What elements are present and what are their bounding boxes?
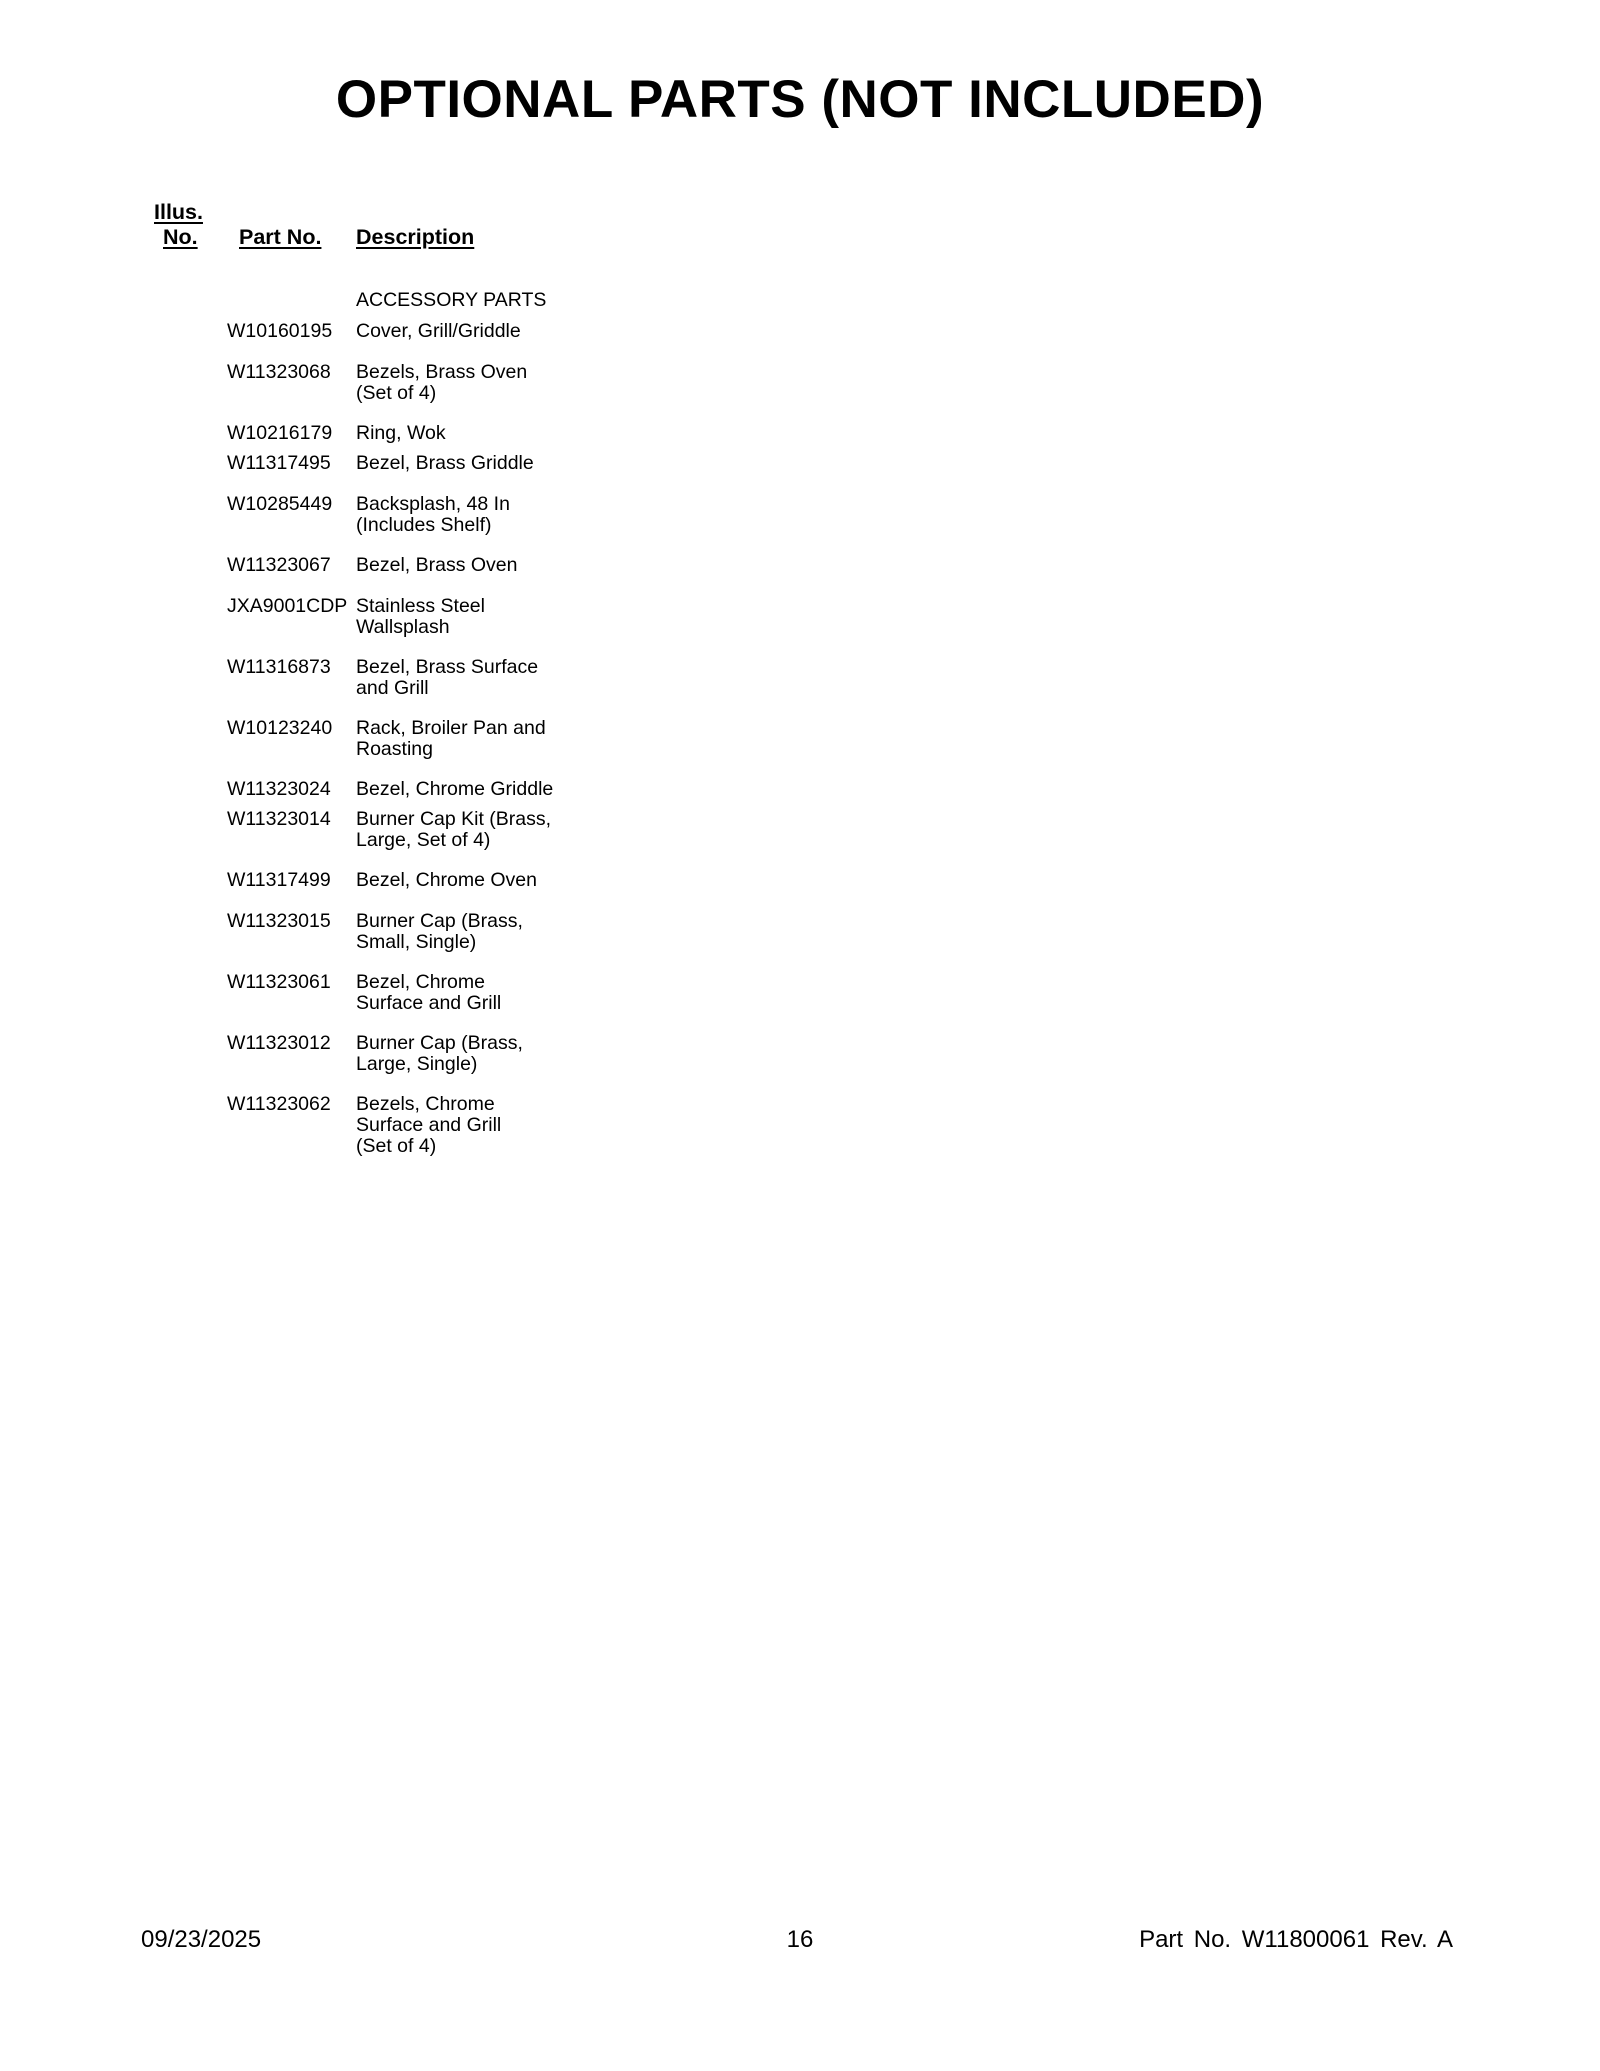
part-description: Bezel, Brass Surface and Grill [356, 656, 539, 699]
part-number: W11323062 [227, 1093, 331, 1115]
part-description: Bezels, Brass Oven (Set of 4) [356, 361, 528, 404]
part-description: Burner Cap (Brass, Small, Single) [356, 910, 523, 953]
part-description: Burner Cap (Brass, Large, Single) [356, 1032, 523, 1075]
illus-no-header-line2: No. [163, 225, 198, 249]
part-number: W11323067 [227, 554, 331, 576]
part-no-header: Part No. [239, 225, 322, 249]
part-description: Bezel, Brass Griddle [356, 452, 534, 474]
part-number: W11323061 [227, 971, 331, 993]
part-number: W11316873 [227, 656, 331, 678]
part-description: Bezel, Chrome Surface and Grill [356, 971, 502, 1014]
page-title: OPTIONAL PARTS (NOT INCLUDED) [335, 70, 1265, 129]
footer-date: 09/23/2025 [141, 1926, 262, 1953]
section-label: ACCESSORY PARTS [356, 289, 547, 311]
part-number: W11323068 [227, 361, 331, 383]
part-number: W11323012 [227, 1032, 331, 1054]
part-description: Stainless Steel Wallsplash [356, 595, 485, 638]
footer-part-number: Part No. W11800061 Rev. A [1139, 1926, 1453, 1953]
part-description: Bezel, Chrome Oven [356, 869, 537, 891]
part-number: W11317495 [227, 452, 331, 474]
part-number: W11323024 [227, 778, 331, 800]
part-number: W10123240 [227, 717, 333, 739]
part-description: Backsplash, 48 In (Includes Shelf) [356, 493, 510, 536]
illus-no-header-line1: Illus. [154, 200, 203, 224]
part-description: Burner Cap Kit (Brass, Large, Set of 4) [356, 808, 552, 851]
part-description: Cover, Grill/Griddle [356, 320, 521, 342]
part-number: W10216179 [227, 422, 333, 444]
part-description: Bezel, Brass Oven [356, 554, 518, 576]
part-number: W10160195 [227, 320, 333, 342]
footer-page-number: 16 [786, 1926, 814, 1953]
part-number: W11317499 [227, 869, 331, 891]
part-description: Bezel, Chrome Griddle [356, 778, 554, 800]
part-number: W10285449 [227, 493, 333, 515]
part-number: JXA9001CDP [227, 595, 348, 617]
part-number: W11323015 [227, 910, 331, 932]
description-header: Description [356, 225, 475, 249]
part-description: Ring, Wok [356, 422, 446, 444]
part-description: Bezels, Chrome Surface and Grill (Set of 4) [356, 1093, 502, 1157]
part-description: Rack, Broiler Pan and Roasting [356, 717, 546, 760]
part-number: W11323014 [227, 808, 331, 830]
